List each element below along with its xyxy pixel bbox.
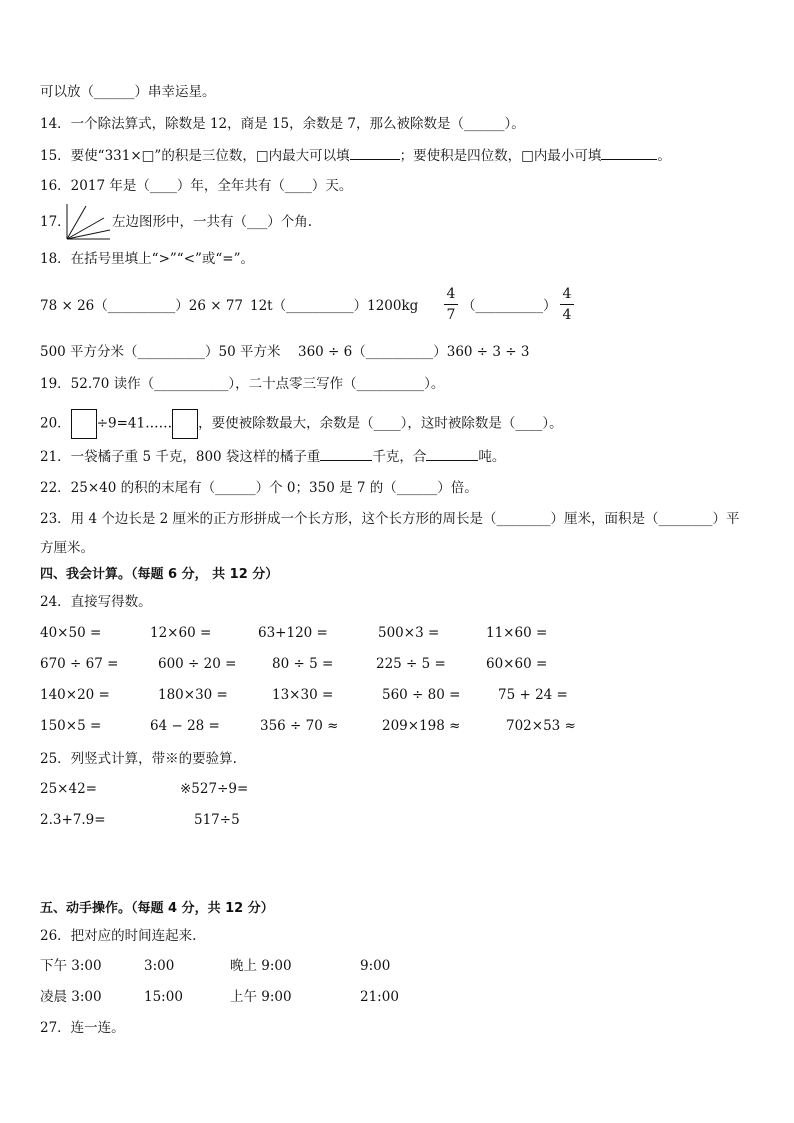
q25: 25．列竖式计算，带※的要验算. <box>40 751 237 767</box>
time-item[interactable]: 上午 9:00 <box>230 989 292 1005</box>
q18-row1-b: 12t（__________）1200kg <box>250 298 419 314</box>
fraction-bar <box>560 304 574 305</box>
q24: 24．直接写得数。 <box>40 594 152 610</box>
q18-row2-b: 360 ÷ 6（__________）360 ÷ 3 ÷ 3 <box>298 344 530 360</box>
calc-item: 356 ÷ 70 ≈ <box>260 718 339 734</box>
q18: 18．在括号里填上“>”“<”或“=”。 <box>40 251 255 267</box>
fraction-denominator: 7 <box>446 307 456 323</box>
time-item[interactable]: 凌晨 3:00 <box>40 989 102 1005</box>
q20-middle: ÷9=41…… <box>96 415 173 432</box>
fraction-numerator: 4 <box>446 286 456 302</box>
calc-item: 500×3 = <box>378 625 440 641</box>
calc-item: 670 ÷ 67 = <box>40 656 119 672</box>
fraction-bar <box>444 304 458 305</box>
fraction-numerator: 4 <box>562 286 572 302</box>
q15-blank-1[interactable] <box>350 145 400 160</box>
q21 <box>40 446 505 467</box>
calc-item: 40×50 = <box>40 625 102 641</box>
calc-item: 150×5 = <box>40 718 102 734</box>
calc-item: 12×60 = <box>150 625 212 641</box>
q26: 26．把对应的时间连起来. <box>40 928 197 944</box>
q15-blank-2[interactable] <box>601 145 657 160</box>
q15-part-c: 。 <box>657 148 671 164</box>
calc-item: 225 ÷ 5 = <box>376 656 446 672</box>
q17-text: 左边图形中，一共有（___）个角. <box>112 214 313 230</box>
q18-row1-a: 78 × 26（__________）26 × 77 <box>40 298 244 314</box>
q21-blank-1[interactable] <box>320 446 372 461</box>
q15-part-b: ；要使积是四位数，□内最小可填 <box>399 148 602 164</box>
calc-item: 13×30 = <box>272 687 334 703</box>
vertical-calc-item: 25×42= <box>40 781 97 797</box>
vertical-calc-item: ※527÷9= <box>180 781 249 797</box>
calc-item: 64 − 28 = <box>150 718 220 734</box>
q21-part-a: 21．一袋橘子重 5 千克，800 袋这样的橘子重 <box>40 449 321 465</box>
angle-figure-icon <box>64 202 114 242</box>
fraction-denominator: 4 <box>562 307 572 323</box>
q20-number: 20． <box>40 415 71 432</box>
q21-part-c: 吨。 <box>478 449 506 465</box>
calc-item: 80 ÷ 5 = <box>272 656 334 672</box>
calc-item: 209×198 ≈ <box>382 718 461 734</box>
q19: 19．52.70 读作（___________），二十点零三写作（__________）。 <box>40 376 445 392</box>
q20 <box>40 409 563 439</box>
section-4-heading: 四、我会计算。（每题 6 分， 共 12 分） <box>40 567 279 582</box>
fraction-4-4 <box>560 286 574 323</box>
time-item[interactable]: 21:00 <box>360 989 399 1005</box>
q20-box-dividend[interactable] <box>71 409 97 439</box>
calc-item: 11×60 = <box>486 625 548 641</box>
q20-tail: ，要使被除数最大，余数是（____），这时被除数是（____）。 <box>198 415 563 432</box>
q23-line2: 方厘米。 <box>40 540 94 556</box>
calc-item: 60×60 = <box>486 656 548 672</box>
q15-part-a: 15．要使“331×□”的积是三位数，□内最大可以填 <box>40 148 350 164</box>
q21-part-b: 千克，合 <box>372 449 427 465</box>
calc-item: 180×30 = <box>158 687 228 703</box>
calc-item: 140×20 = <box>40 687 110 703</box>
q23-line1: 23．用 4 个边长是 2 厘米的正方形拼成一个长方形，这个长方形的周长是（________）厘米，面积是（________）平 <box>40 511 740 527</box>
time-item[interactable]: 晚上 9:00 <box>230 958 292 974</box>
calc-item: 560 ÷ 80 = <box>382 687 461 703</box>
section-5-heading: 五、动手操作。（每题 4 分，共 12 分） <box>40 901 274 916</box>
q18-row1-c: （__________） <box>462 298 557 314</box>
q18-row2-a: 500 平方分米（__________）50 平方米 <box>40 344 281 360</box>
calc-item: 600 ÷ 20 = <box>158 656 237 672</box>
q22: 22．25×40 的积的末尾有（______）个 0；350 是 7 的（______）倍。 <box>40 480 478 496</box>
time-item[interactable]: 9:00 <box>360 958 391 974</box>
q27: 27．连一连。 <box>40 1020 125 1036</box>
q20-box-remainder[interactable] <box>172 409 198 439</box>
vertical-calc-item: 517÷5 <box>194 812 240 828</box>
calc-item: 75 + 24 = <box>498 687 568 703</box>
q16: 16．2017 年是（____）年，全年共有（____）天。 <box>40 178 353 194</box>
calc-item: 63+120 = <box>258 625 328 641</box>
q17-number: 17． <box>40 214 71 230</box>
time-item[interactable]: 下午 3:00 <box>40 958 102 974</box>
q21-blank-2[interactable] <box>426 446 478 461</box>
calc-item: 702×53 ≈ <box>506 718 576 734</box>
fraction-4-7 <box>444 286 458 323</box>
vertical-calc-item: 2.3+7.9= <box>40 812 106 828</box>
q15 <box>40 145 671 166</box>
q13-tail: 可以放（______）串幸运星。 <box>40 84 216 100</box>
q14: 14．一个除法算式，除数是 12，商是 15，余数是 7，那么被除数是（______）。 <box>40 116 525 132</box>
time-item[interactable]: 15:00 <box>144 989 183 1005</box>
time-item[interactable]: 3:00 <box>144 958 175 974</box>
